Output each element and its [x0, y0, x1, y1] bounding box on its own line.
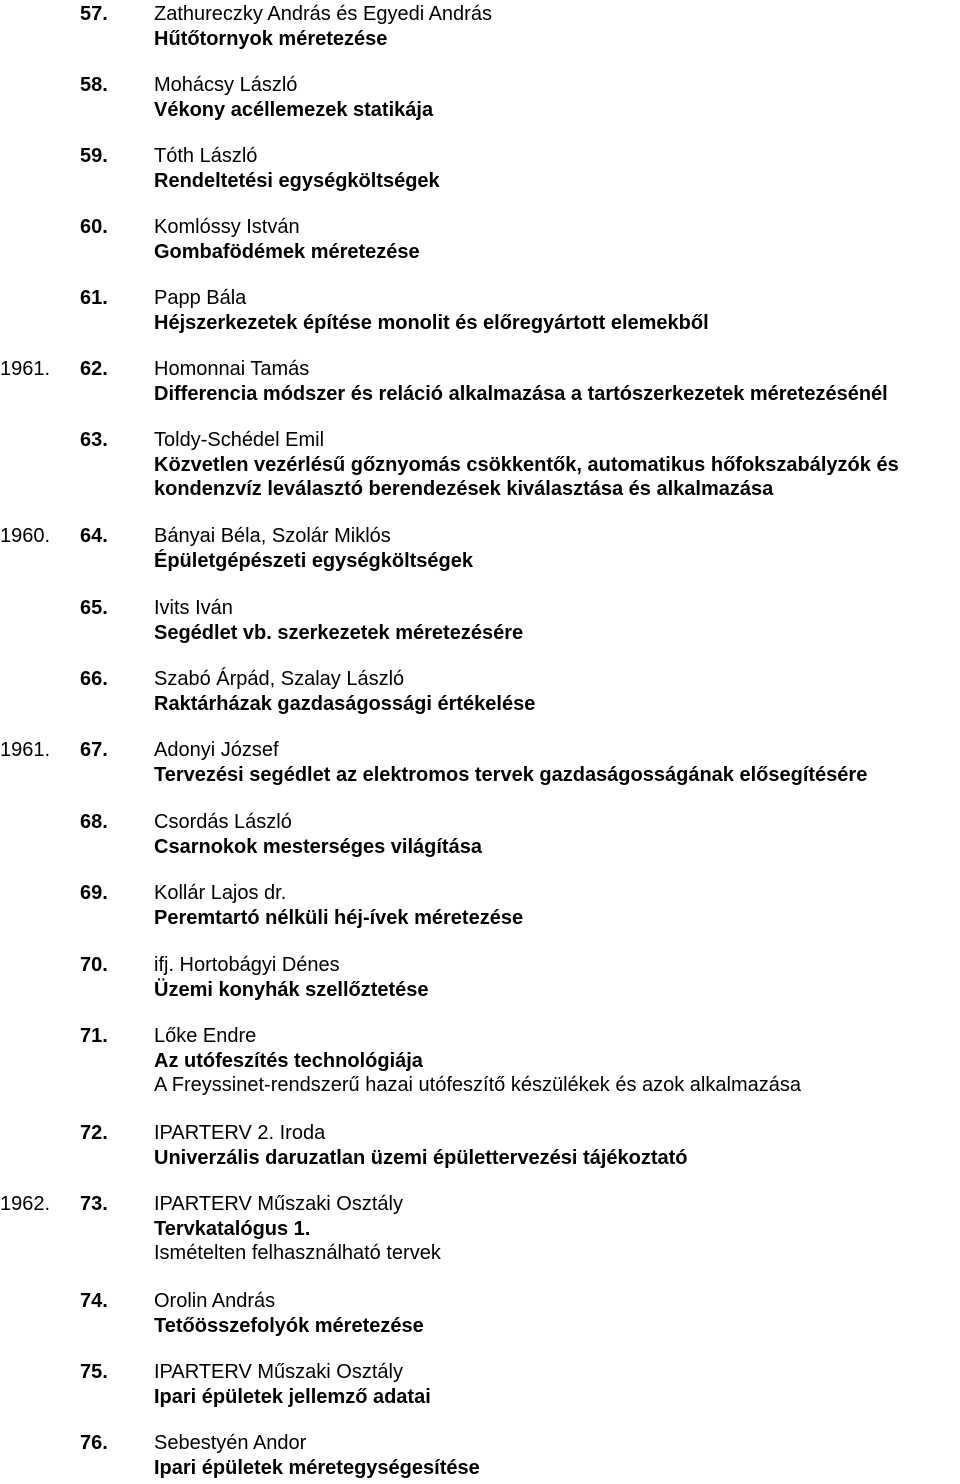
entry-subtitle: Ismételten felhasználható tervek — [154, 1242, 441, 1264]
entry-title: Az utófeszítés technológiája — [154, 1049, 423, 1072]
entry-number: 69. — [80, 882, 108, 904]
entry-author: IPARTERV 2. Iroda — [154, 1122, 326, 1144]
entry-title: Differencia módszer és reláció alkalmazása a tartószerkezetek méretezésénél — [154, 382, 888, 405]
entry-number: 63. — [80, 429, 108, 451]
entry-title: Tervezési segédlet az elektromos tervek gazdaságosságának elősegítésére — [154, 763, 868, 786]
entry-author: Csordás László — [154, 811, 292, 833]
entry-title: Segédlet vb. szerkezetek méretezésére — [154, 621, 524, 644]
entry-title: Közvetlen vezérlésű gőznyomás csökkentők, automatikus hőfokszabályzók és — [154, 453, 899, 476]
entry-title: Tetőösszefolyók méretezése — [154, 1314, 424, 1337]
entry-number: 68. — [80, 811, 108, 833]
entry-author: IPARTERV Műszaki Osztály — [154, 1361, 403, 1383]
entry-year: 1961. — [0, 358, 51, 380]
entry-year: 1960. — [0, 525, 51, 547]
entry-title: Gombafödémek méretezése — [154, 240, 420, 263]
entry-number: 76. — [80, 1432, 108, 1454]
entry-title: Univerzális daruzatlan üzemi épülettervezési tájékoztató — [154, 1146, 688, 1169]
entry-title: Épületgépészeti egységköltségek — [154, 549, 474, 572]
entry-number: 74. — [80, 1290, 108, 1312]
entry-title: Peremtartó nélküli héj-ívek méretezése — [154, 906, 524, 929]
entry-number: 65. — [80, 597, 108, 619]
entry-title: Tervkatalógus 1. — [154, 1217, 311, 1240]
entry-title: kondenzvíz leválasztó berendezések kiválasztása és alkalmazása — [154, 478, 774, 500]
entry-number: 60. — [80, 216, 108, 238]
entry-number: 59. — [80, 145, 108, 167]
entry-author: Kollár Lajos dr. — [154, 882, 287, 904]
entry-number: 64. — [80, 525, 108, 547]
entry-number: 71. — [80, 1025, 108, 1047]
entry-number: 66. — [80, 668, 108, 690]
entry-author: Adonyi József — [154, 739, 279, 761]
entry-title: Raktárházak gazdaságossági értékelése — [154, 692, 536, 715]
entry-title: Csarnokok mesterséges világítása — [154, 835, 482, 858]
entry-title: Vékony acéllemezek statikája — [154, 98, 434, 121]
entry-author: Szabó Árpád, Szalay László — [154, 668, 405, 690]
entry-title: Héjszerkezetek építése monolit és előregyártott elemekből — [154, 311, 709, 334]
entry-author: Toldy-Schédel Emil — [154, 429, 325, 451]
entry-author: Mohácsy László — [154, 74, 298, 96]
entry-author: Papp Bála — [154, 287, 247, 309]
entry-number: 75. — [80, 1361, 108, 1383]
entry-author: Bányai Béla, Szolár Miklós — [154, 525, 391, 547]
entry-title: Rendeltetési egységköltségek — [154, 169, 440, 192]
entry-author: Orolin András — [154, 1290, 276, 1312]
entry-author: Zathureczky András és Egyedi András — [154, 3, 492, 25]
entry-author: Sebestyén Andor — [154, 1432, 307, 1454]
entry-author: Homonnai Tamás — [154, 358, 310, 380]
entry-number: 62. — [80, 358, 108, 380]
entry-number: 72. — [80, 1122, 108, 1144]
entry-author: Tóth László — [154, 145, 258, 167]
entry-number: 61. — [80, 287, 108, 309]
entry-number: 70. — [80, 954, 108, 976]
entry-author: Ivits Iván — [154, 597, 233, 619]
entry-year: 1961. — [0, 739, 51, 761]
entry-subtitle: A Freyssinet-rendszerű hazai utófeszítő készülékek és azok alkalmazása — [154, 1074, 801, 1096]
entry-author: Komlóssy István — [154, 216, 300, 238]
entry-year: 1962. — [0, 1193, 51, 1215]
entry-number: 57. — [80, 3, 108, 25]
entry-author: IPARTERV Műszaki Osztály — [154, 1193, 403, 1215]
entry-author: ifj. Hortobágyi Dénes — [154, 954, 340, 976]
entry-author: Lőke Endre — [154, 1025, 257, 1047]
entry-title: Ipari épületek jellemző adatai — [154, 1385, 431, 1408]
entry-number: 67. — [80, 739, 108, 761]
entry-title: Hűtőtornyok méretezése — [154, 27, 388, 50]
entry-title: Üzemi konyhák szellőztetése — [154, 978, 429, 1001]
entry-title: Ipari épületek méretegységesítése — [154, 1456, 480, 1479]
entry-number: 73. — [80, 1193, 108, 1215]
entry-number: 58. — [80, 74, 108, 96]
